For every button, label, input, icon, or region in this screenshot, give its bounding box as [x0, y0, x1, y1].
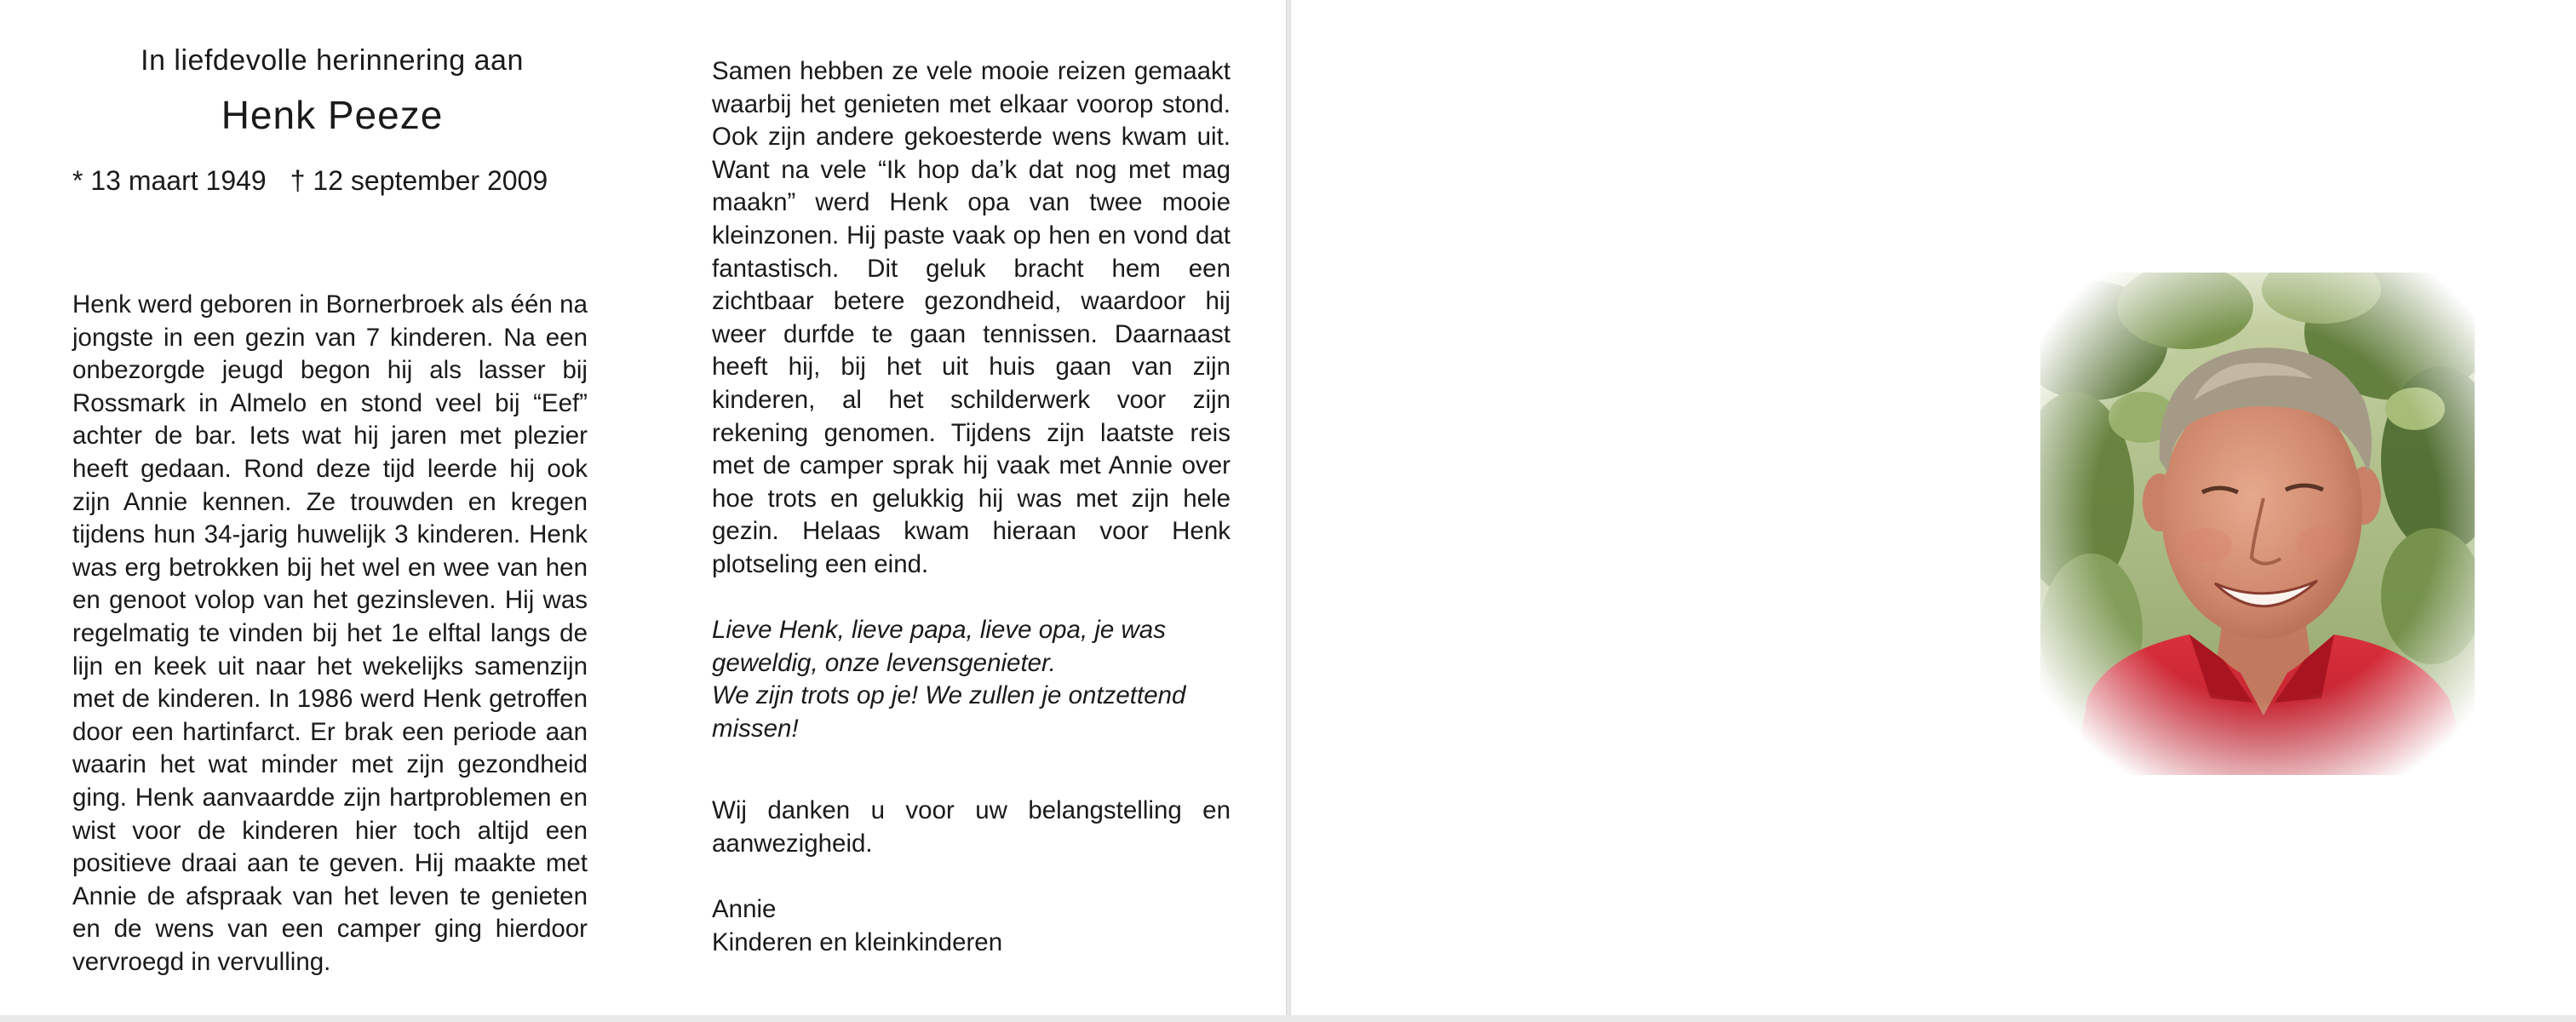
portrait-photo [2040, 273, 2475, 775]
biography-continuation: Samen hebben ze vele mooie reizen gemaakt waarbij het genieten met elkaar voorop stond. Ook zijn andere gekoesterde wens kwam uit. Want na vele “Ik hop da’k dat nog met mag maakn” werd Henk opa van twee mooie kleinzonen. Hij paste vaak op hen en vond dat fantastisch. Dit geluk bracht hem een zichtbaar betere gezondheid, waardoor hij weer durfde te gaan tennissen. Daarnaast heeft hij, bij het uit huis gaan van zijn kinderen, al het schilderwerk voor zijn rekening genomen. Tijdens zijn laatste reis met de camper sprak hij vaak met Annie over hoe trots en gelukkig hij was met zijn hele gezin. Helaas kwam hieraan voor Henk plotseling een eind. [712, 57, 1231, 578]
signature-family: Kinderen en kleinkinderen [712, 927, 1003, 956]
thanks-text: Wij danken u voor uw belangstelling en aanwezigheid. [712, 796, 1231, 858]
signature-annie: Annie [712, 895, 777, 924]
life-dates [72, 165, 600, 197]
intro-line: In liefdevolle herinnering aan [141, 44, 524, 77]
poem-line-1: Lieve Henk, lieve papa, lieve opa, je was geweldig, onze levensgenieter. [712, 616, 1166, 677]
deceased-name: Henk Peeze [221, 93, 444, 137]
second-column [712, 55, 1231, 959]
left-page [0, 0, 1286, 1015]
birth-date: * 13 maart 1949 [72, 165, 267, 196]
biography-column [72, 289, 588, 979]
biography-paragraph: Henk werd geboren in Bornerbroek als één na jongste in een gezin van 7 kinderen. Na een onbezorgde jeugd begon hij als lasser bij Rossmark in Almelo en stond veel bij “Eef” achter de bar. Iets wat hij jaren met plezier heeft gedaan. Rond deze tijd leerde hij ook zijn Annie kennen. Ze trouwden en kregen tijdens hun 34-jarig huwelijk 3 kinderen. Henk was erg betrokken bij het wel en wee van hen en genoot volop van het gezinsleven. Hij was regelmatig te vinden bij het 1e elftal langs de lijn en keek uit naar het wekelijks samenzijn met de kinderen. In 1986 werd Henk getroffen door een hartinfarct. Er brak een periode aan waarin het wat minder met zijn gezondheid ging. Henk aanvaardde zijn hartproblemen en wist voor de kinderen hier toch altijd een positieve draai aan te geven. Hij maakte met Annie de afspraak van het leven te genieten en de wens van een camper ging hierdoor vervroegd in vervulling. [72, 290, 588, 976]
poem-line-2: We zijn trots op je! We zullen je ontzettend missen! [712, 681, 1186, 743]
death-date: † 12 september 2009 [290, 165, 548, 196]
card-bottom-edge [0, 1015, 2576, 1022]
